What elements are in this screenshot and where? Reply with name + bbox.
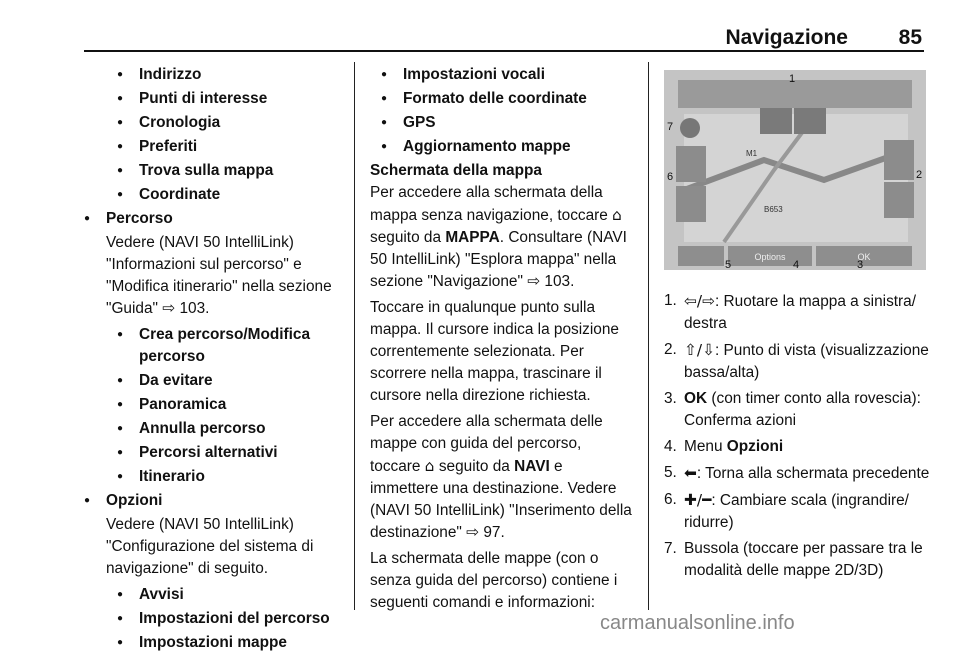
- callout: 6: [666, 171, 674, 183]
- mappa-label: MAPPA: [445, 229, 500, 246]
- list-item: ● Crea percorso/Modifica percorso: [106, 324, 338, 368]
- rotate-right-button[interactable]: [794, 108, 826, 134]
- list-item: ● Formato delle coordinate: [370, 88, 634, 110]
- back-arrow-icon: ⬅: [684, 464, 697, 482]
- view-up-button[interactable]: [884, 140, 914, 180]
- column-3: [664, 290, 930, 586]
- navi-label: NAVI: [514, 458, 550, 475]
- list-item: ● GPS: [370, 112, 634, 134]
- list-item: ● Percorsi alternativi: [106, 442, 338, 464]
- list-item: ● Impostazioni mappe: [106, 632, 338, 654]
- options-label: Options: [754, 252, 786, 262]
- page-number: 85: [898, 26, 922, 49]
- column-divider-2: [648, 62, 649, 610]
- column-divider-1: [354, 62, 355, 610]
- list-item: ● Panoramica: [106, 394, 338, 416]
- home-icon: ⌂: [424, 457, 435, 475]
- list-item: ● Coordinate: [106, 184, 338, 206]
- paragraph-1: Per accedere alla schermata della mappa senza navigazione, toccare ⌂ seguito da MAPPA. Consultare (NAVI 50 IntelliLink) "Esplora mappa" nella sezione "Navigazione" ⇨ 103.: [370, 184, 627, 290]
- compass-icon[interactable]: [680, 118, 700, 138]
- zoom-out-button[interactable]: [676, 186, 706, 222]
- column-1: [106, 64, 338, 656]
- page-title: Navigazione: [725, 26, 848, 49]
- list-item: ● Cronologia: [106, 112, 338, 134]
- paragraph-3: Per accedere alla schermata delle mappe con guida del percorso, toccare ⌂ seguito da NAVI e immettere una destinazione. Vedere (NAVI 50 IntelliLink) "Inserimento della destinazione" ⇨ 97.: [370, 413, 632, 541]
- list-item: ● Impostazioni del percorso: [106, 608, 338, 630]
- list-item: ● Punti di interesse: [106, 88, 338, 110]
- section-heading: Schermata della mappa: [370, 162, 542, 179]
- paragraph-4: La schermata delle mappe (con o senza guida del percorso) contiene i seguenti comandi e informazioni:: [370, 550, 618, 611]
- ok-label: OK: [857, 252, 871, 262]
- page-header: [0, 0, 960, 50]
- opzioni-text: Vedere (NAVI 50 IntelliLink) "Configurazione del sistema di navigazione" di seguito.: [106, 516, 314, 577]
- numbered-item: 2. ⇧/⇩: Punto di vista (visualizzazione bassa/alta): [664, 341, 929, 381]
- list-item: ● Da evitare: [106, 370, 338, 392]
- callout: 7: [666, 121, 674, 133]
- callout: 4: [792, 259, 800, 270]
- list-item: ● Itinerario: [106, 466, 338, 488]
- header-rule: [84, 50, 924, 52]
- numbered-item: 4. Menu Opzioni: [664, 438, 784, 455]
- map-screenshot-figure: [664, 70, 926, 270]
- zoom-in-button[interactable]: [676, 146, 706, 182]
- column-2: [370, 64, 634, 618]
- numbered-item: 6. ✚/━: Cambiare scala (ingrandire/ ridurre): [664, 491, 909, 531]
- watermark: carmanualsonline.info: [600, 612, 795, 634]
- opzioni-heading: ● Opzioni: [84, 490, 338, 512]
- list-item: ● Trova sulla mappa: [106, 160, 338, 182]
- view-down-button[interactable]: [884, 182, 914, 218]
- map-screenshot-svg: [664, 70, 926, 270]
- list-item: ● Preferiti: [106, 136, 338, 158]
- numbered-item: 3. OK (con timer conto alla rovescia): Conferma azioni: [664, 390, 921, 429]
- list-item: ● Aggiornamento mappe: [370, 136, 634, 158]
- rotate-arrows-icon: ⇦/⇨: [684, 292, 715, 310]
- view-arrows-icon: ⇧/⇩: [684, 341, 715, 359]
- callout: 5: [724, 259, 732, 270]
- callout: 2: [915, 169, 923, 181]
- numbered-item: 5. ⬅: Torna alla schermata precedente: [664, 464, 930, 482]
- list-item: ● Annulla percorso: [106, 418, 338, 440]
- list-item: ● Avvisi: [106, 584, 338, 606]
- numbered-item: 1. ⇦/⇨: Ruotare la mappa a sinistra/ destra: [664, 292, 917, 332]
- percorso-text: Vedere (NAVI 50 IntelliLink) "Informazioni sul percorso" e "Modifica itinerario" nella sezione "Guida" ⇨ 103.: [106, 234, 332, 317]
- callout: 3: [856, 259, 864, 270]
- rotate-left-button[interactable]: [760, 108, 792, 134]
- callout: 1: [788, 73, 796, 85]
- map-label: B653: [764, 205, 783, 214]
- zoom-icon: ✚/━: [684, 491, 712, 509]
- numbered-item: 7. Bussola (toccare per passare tra le modalità delle mappe 2D/3D): [664, 540, 923, 579]
- back-button[interactable]: [678, 246, 724, 266]
- home-icon: ⌂: [612, 206, 622, 224]
- paragraph-2: Toccare in qualunque punto sulla mappa. Il cursore indica la posizione correntemente selezionata. Per scorrere nella mappa, trascinare il cursore nella direzione richiesta.: [370, 299, 619, 404]
- list-item: ● Impostazioni vocali: [370, 64, 634, 86]
- percorso-heading: ● Percorso: [84, 208, 338, 230]
- list-item: ● Indirizzo: [106, 64, 338, 86]
- map-label: M1: [746, 149, 758, 158]
